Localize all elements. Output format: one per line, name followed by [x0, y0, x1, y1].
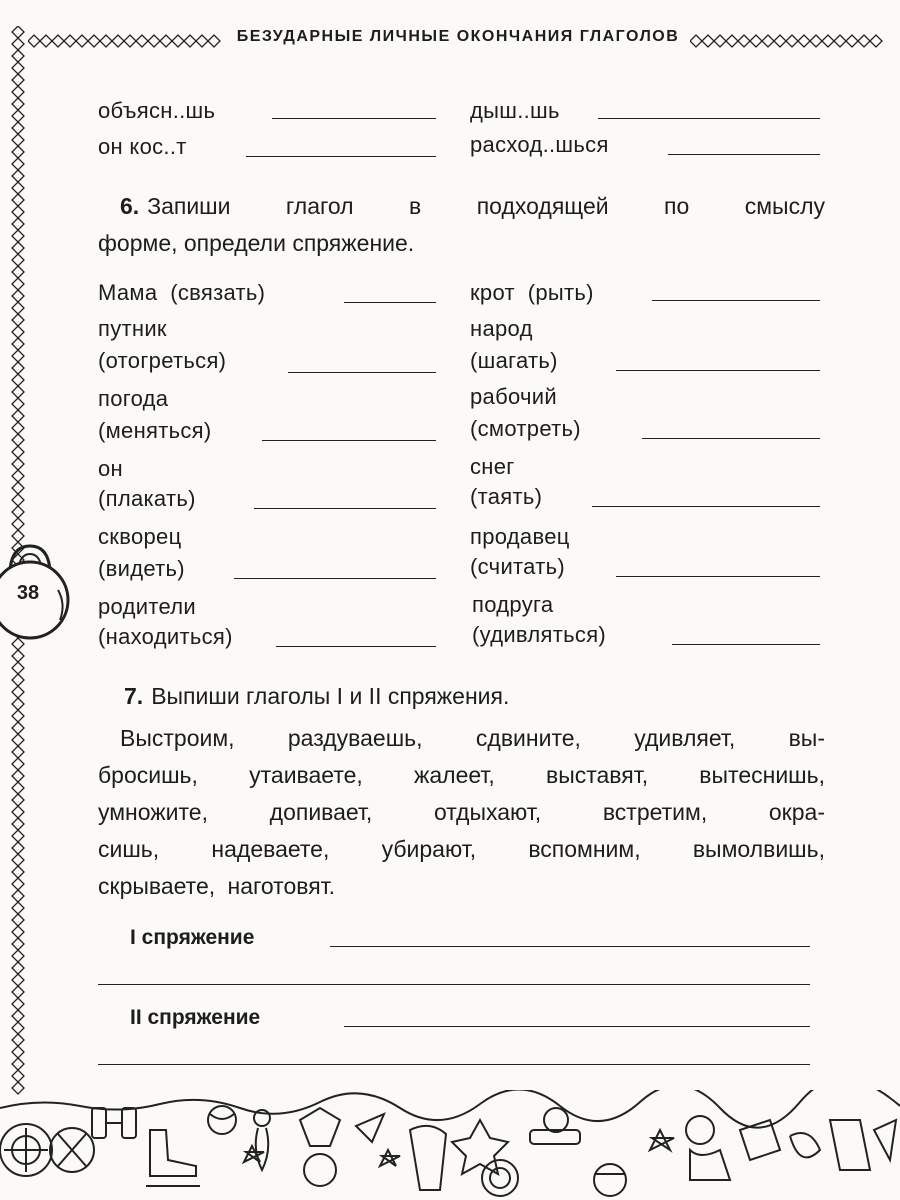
- ornament-diamond: [12, 854, 24, 866]
- answer-line[interactable]: [254, 508, 436, 509]
- word-item: объясн..шь: [98, 98, 216, 123]
- ornament-diamond: [12, 1058, 24, 1070]
- answer-line[interactable]: [288, 372, 436, 373]
- task6-verb: (находиться): [98, 624, 233, 649]
- answer-line[interactable]: [344, 1026, 810, 1027]
- ornament-diamond: [726, 35, 738, 47]
- ornament-diamond: [738, 35, 750, 47]
- ornament-diamond: [148, 35, 160, 47]
- ornament-diamond: [798, 35, 810, 47]
- ornament-diamond: [12, 74, 24, 86]
- ornament-diamond: [12, 842, 24, 854]
- ornament-diamond: [12, 662, 24, 674]
- ornament-diamond: [858, 35, 870, 47]
- task6-verb: (удивляться): [472, 622, 607, 647]
- task6-instruction-line1: [120, 188, 825, 224]
- ornament-diamond: [822, 35, 834, 47]
- ornament-diamond: [12, 830, 24, 842]
- task6-noun: родители: [98, 594, 196, 619]
- answer-line[interactable]: [98, 984, 810, 985]
- answer-line[interactable]: [668, 154, 820, 155]
- ornament-diamond: [12, 398, 24, 410]
- ornament-diamond: [12, 266, 24, 278]
- task6-verb: (считать): [470, 554, 565, 579]
- task7-wordlist-line: умножите, допивает, отдыхают, встретим, окра-: [98, 799, 825, 825]
- ornament-diamond: [12, 674, 24, 686]
- answer-line[interactable]: [98, 1064, 810, 1065]
- ornament-diamond: [762, 35, 774, 47]
- task6-noun: подруга: [472, 592, 554, 617]
- ornament-diamond: [702, 35, 714, 47]
- task6-noun: рабочий: [470, 384, 557, 409]
- ornament-diamond: [12, 698, 24, 710]
- ornament-diamond: [12, 926, 24, 938]
- ornament-diamond: [12, 518, 24, 530]
- answer-line[interactable]: [234, 578, 436, 579]
- task6-verb: (меняться): [98, 418, 212, 443]
- task6-noun: крот: [470, 280, 515, 305]
- ornament-diamond: [12, 290, 24, 302]
- ornament-diamond: [12, 302, 24, 314]
- ornament-diamond: [40, 35, 52, 47]
- ornament-diamond: [28, 35, 40, 47]
- ornament-diamond: [12, 314, 24, 326]
- ornament-diamond: [12, 938, 24, 950]
- task7-wordlist-line: Выстроим, раздуваешь, сдвините, удивляет, вы-: [120, 725, 825, 751]
- ornament-diamond: [12, 230, 24, 242]
- ornament-diamond: [208, 35, 220, 47]
- ornament-diamond: [774, 35, 786, 47]
- task6-verb: (шагать): [470, 348, 558, 373]
- ornament-diamond: [12, 362, 24, 374]
- ornament-diamond: [12, 122, 24, 134]
- answer-line[interactable]: [272, 118, 436, 119]
- task6-item: [470, 280, 594, 306]
- answer-line[interactable]: [616, 370, 820, 371]
- ornament-diamond: [12, 1010, 24, 1022]
- ornament-diamond: [714, 35, 726, 47]
- word-item: он кос..т: [98, 134, 187, 159]
- answer-line[interactable]: [330, 946, 810, 947]
- ornament-diamond: [12, 218, 24, 230]
- task6-noun: продавец: [470, 524, 570, 549]
- task6-number: 6.: [120, 193, 140, 219]
- word-item: расход..шься: [470, 132, 609, 157]
- answer-line[interactable]: [652, 300, 820, 301]
- ornament-diamond: [834, 35, 846, 47]
- ornament-diamond: [196, 35, 208, 47]
- task6-verb: (смотреть): [470, 416, 581, 441]
- ornament-diamond: [12, 158, 24, 170]
- ornament-diamond: [12, 254, 24, 266]
- sports-doodle-border: [0, 1090, 900, 1200]
- ornament-diamond: [12, 134, 24, 146]
- task6-noun: он: [98, 456, 123, 481]
- ornament-diamond: [12, 650, 24, 662]
- task6-text-part1: Запиши глагол в подходящей по смыслу: [147, 193, 825, 219]
- ornament-diamond: [12, 746, 24, 758]
- ornament-diamond: [786, 35, 798, 47]
- answer-line[interactable]: [344, 302, 436, 303]
- ornament-diamond: [12, 1034, 24, 1046]
- ornament-diamond: [12, 1046, 24, 1058]
- ornament-diamond: [12, 194, 24, 206]
- ornament-diamond: [136, 35, 148, 47]
- ornament-diamond: [12, 410, 24, 422]
- ornament-diamond: [12, 770, 24, 782]
- ornament-diamond: [12, 734, 24, 746]
- ornament-diamond: [12, 998, 24, 1010]
- task7-wordlist-line: бросишь, утаиваете, жалеет, выставят, вытеснишь,: [98, 762, 825, 788]
- ornament-diamond: [12, 878, 24, 890]
- ornament-diamond: [12, 38, 24, 50]
- ornament-diamond: [12, 110, 24, 122]
- task6-instruction-line2: форме, определи спряжение.: [98, 230, 415, 256]
- task6-noun: Мама: [98, 280, 158, 305]
- ornament-diamond: [112, 35, 124, 47]
- task6-verb: (связать): [170, 280, 266, 305]
- task7-instruction: [124, 678, 509, 714]
- ornament-diamond: [12, 866, 24, 878]
- ornament-diamond: [64, 35, 76, 47]
- ornament-diamond: [12, 242, 24, 254]
- ornament-diamond: [12, 818, 24, 830]
- ornament-diamond: [76, 35, 88, 47]
- answer-line[interactable]: [246, 156, 436, 157]
- ornament-diamond: [88, 35, 100, 47]
- ornament-diamond: [12, 338, 24, 350]
- answer-line[interactable]: [598, 118, 820, 119]
- task6-noun: народ: [470, 316, 533, 341]
- word-item: дыш..шь: [470, 98, 560, 123]
- ornament-diamond: [12, 374, 24, 386]
- ornament-diamond: [12, 446, 24, 458]
- ornament-diamond: [870, 35, 882, 47]
- task6-verb: (таять): [470, 484, 543, 509]
- ornament-diamond: [124, 35, 136, 47]
- page-number: 38: [16, 582, 40, 604]
- conjugation-1-label: I спряжение: [130, 926, 255, 949]
- task6-verb: (отогреться): [98, 348, 227, 373]
- ornament-diamond: [12, 758, 24, 770]
- ornament-diamond: [12, 494, 24, 506]
- ornament-diamond: [12, 986, 24, 998]
- ornament-diamond: [12, 422, 24, 434]
- task6-verb: (плакать): [98, 486, 196, 511]
- header-ornament-right: [690, 34, 886, 48]
- ornament-diamond: [12, 170, 24, 182]
- answer-line[interactable]: [262, 440, 436, 441]
- ornament-diamond: [12, 50, 24, 62]
- task6-verb: (видеть): [98, 556, 185, 581]
- ornament-diamond: [12, 806, 24, 818]
- ornament-diamond: [12, 890, 24, 902]
- ornament-diamond: [12, 146, 24, 158]
- answer-line[interactable]: [616, 576, 820, 577]
- ornament-diamond: [12, 794, 24, 806]
- ornament-diamond: [172, 35, 184, 47]
- ornament-diamond: [12, 1022, 24, 1034]
- ornament-diamond: [12, 482, 24, 494]
- ornament-diamond: [12, 26, 24, 38]
- ornament-diamond: [12, 962, 24, 974]
- task7-wordlist-line: сишь, надеваете, убирают, вспомним, вымолвишь,: [98, 836, 825, 862]
- ornament-diamond: [12, 722, 24, 734]
- page-header-title: БЕЗУДАРНЫЕ ЛИЧНЫЕ ОКОНЧАНИЯ ГЛАГОЛОВ: [236, 28, 680, 45]
- ornament-diamond: [12, 326, 24, 338]
- ornament-diamond: [12, 710, 24, 722]
- ornament-diamond: [12, 686, 24, 698]
- ornament-diamond: [12, 506, 24, 518]
- ornament-diamond: [12, 974, 24, 986]
- task6-noun: снег: [470, 454, 515, 479]
- conjugation-2-label: II спряжение: [130, 1006, 261, 1029]
- ornament-diamond: [12, 914, 24, 926]
- ornament-diamond: [12, 350, 24, 362]
- ornament-diamond: [12, 950, 24, 962]
- ornament-diamond: [12, 278, 24, 290]
- ornament-diamond: [12, 458, 24, 470]
- ornament-diamond: [12, 470, 24, 482]
- ornament-diamond: [12, 782, 24, 794]
- ornament-diamond: [12, 1070, 24, 1082]
- ornament-diamond: [184, 35, 196, 47]
- ornament-diamond: [12, 434, 24, 446]
- answer-line[interactable]: [672, 644, 820, 645]
- answer-line[interactable]: [592, 506, 820, 507]
- ornament-diamond: [810, 35, 822, 47]
- task7-wordlist-line: скрываете, наготовят.: [98, 873, 336, 899]
- ornament-diamond: [12, 62, 24, 74]
- task7-text: Выпиши глаголы I и II спряжения.: [151, 683, 510, 709]
- ornament-diamond: [12, 98, 24, 110]
- header-ornament-left: [28, 34, 224, 48]
- ornament-diamond: [690, 35, 702, 47]
- task6-item: [98, 280, 265, 306]
- ornament-diamond: [846, 35, 858, 47]
- ornament-diamond: [52, 35, 64, 47]
- ornament-diamond: [160, 35, 172, 47]
- task6-noun: путник: [98, 316, 167, 341]
- ornament-diamond: [12, 902, 24, 914]
- ornament-diamond: [12, 386, 24, 398]
- ornament-diamond: [100, 35, 112, 47]
- ornament-diamond: [12, 86, 24, 98]
- task6-noun: погода: [98, 386, 169, 411]
- task7-number: 7.: [124, 683, 144, 709]
- ornament-diamond: [12, 206, 24, 218]
- ornament-diamond: [12, 182, 24, 194]
- ornament-diamond: [750, 35, 762, 47]
- task6-noun: скворец: [98, 524, 182, 549]
- task6-verb: (рыть): [527, 280, 594, 305]
- answer-line[interactable]: [642, 438, 820, 439]
- answer-line[interactable]: [276, 646, 436, 647]
